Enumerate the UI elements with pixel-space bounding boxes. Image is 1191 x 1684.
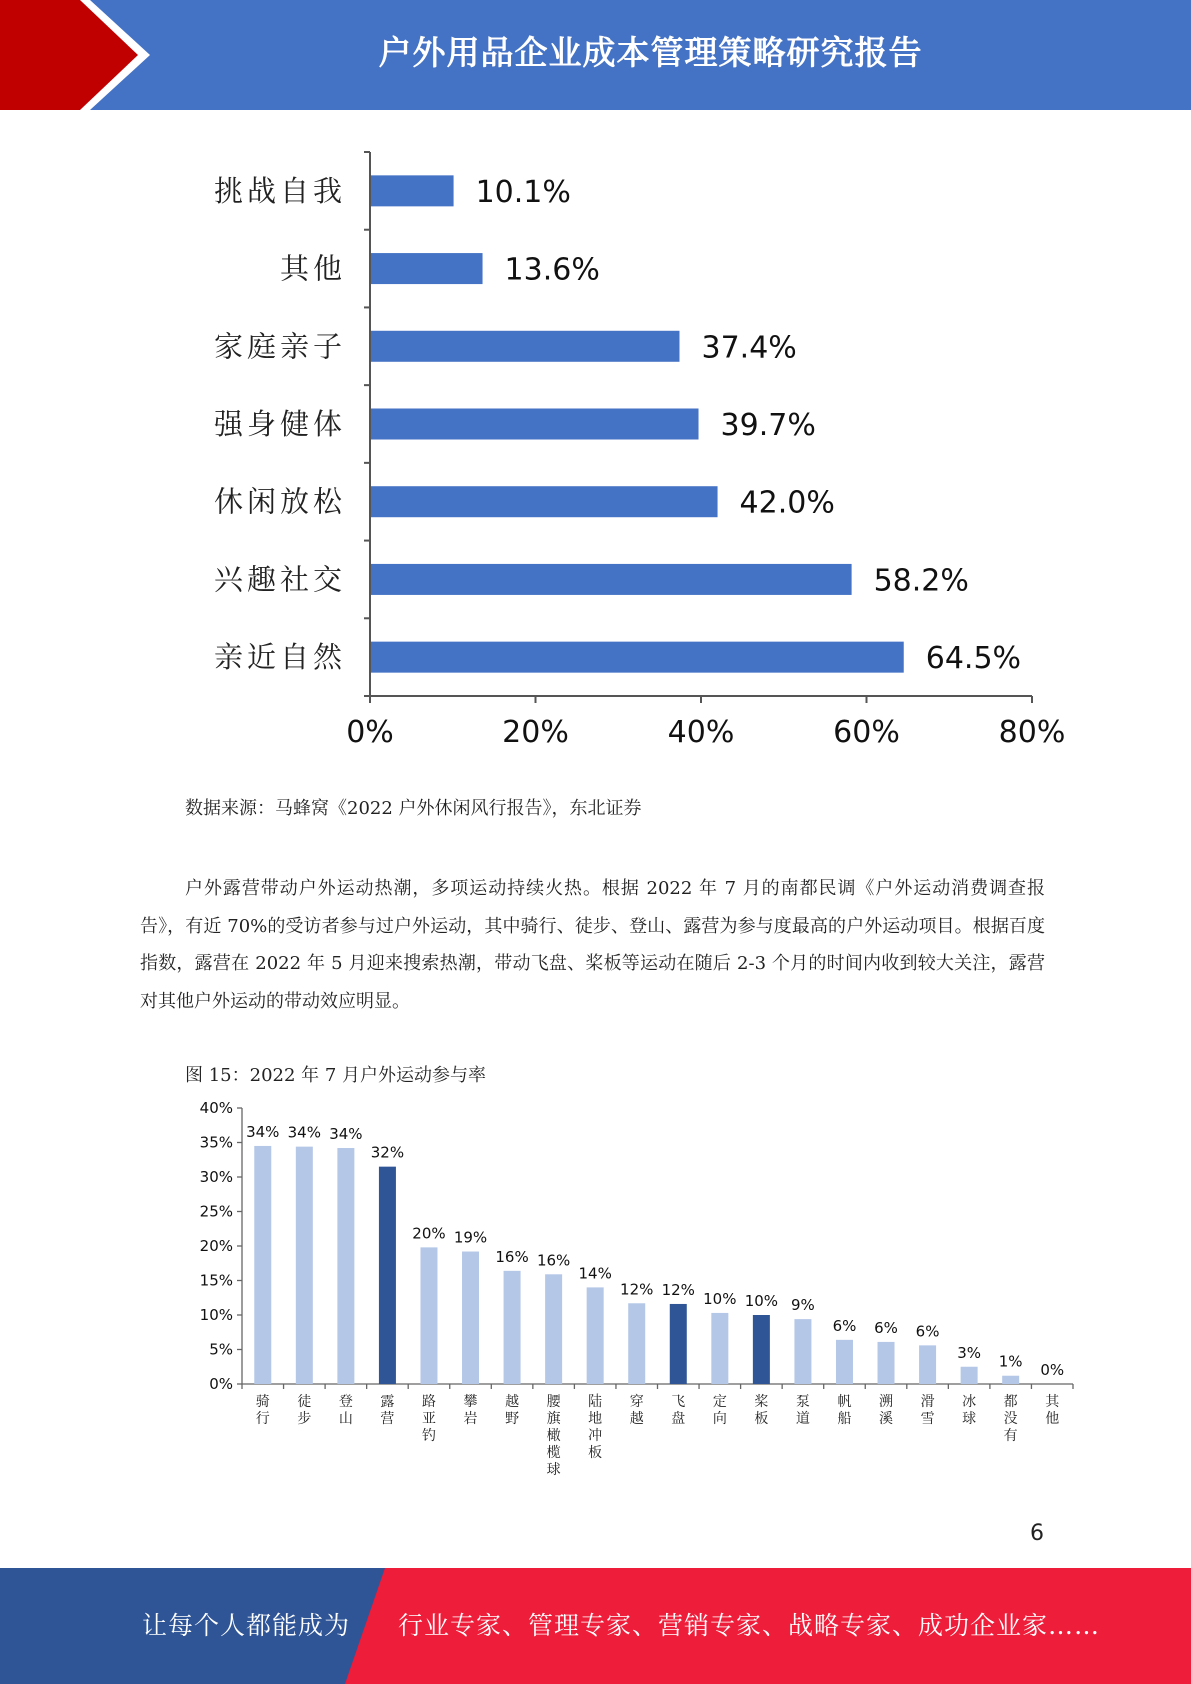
data-label: 42.0% xyxy=(739,485,835,521)
y-tick-label: 30% xyxy=(199,1168,233,1186)
y-tick-label: 5% xyxy=(209,1340,233,1359)
y-tick-label: 15% xyxy=(199,1271,233,1290)
bar-攀岩 xyxy=(462,1252,479,1384)
bar-其他 xyxy=(371,253,483,284)
category-label: 定向 xyxy=(712,1394,727,1427)
data-label: 32% xyxy=(370,1143,405,1162)
data-label: 10.1% xyxy=(475,174,571,210)
bar-兴趣社交 xyxy=(371,564,852,595)
y-tick-label: 25% xyxy=(199,1202,233,1221)
bar-冰球 xyxy=(961,1367,978,1384)
category-label: 强身健体 xyxy=(213,407,346,441)
page-number: 6 xyxy=(1030,1521,1044,1546)
bar-定向 xyxy=(711,1313,728,1384)
report-title: 户外用品企业成本管理策略研究报告 xyxy=(378,33,923,72)
y-tick-label: 40% xyxy=(199,1099,233,1117)
data-label: 12% xyxy=(661,1280,695,1299)
bar-越野 xyxy=(504,1271,521,1384)
data-label: 10% xyxy=(703,1289,737,1308)
y-tick-label: 10% xyxy=(199,1306,233,1324)
category-label: 越野 xyxy=(505,1394,520,1427)
page-footer xyxy=(0,1568,1191,1684)
body-paragraph xyxy=(140,870,1045,1020)
category-label: 亲近自然 xyxy=(213,640,346,675)
data-label: 34% xyxy=(329,1125,363,1144)
data-label: 3% xyxy=(957,1343,982,1362)
category-label: 滑雪 xyxy=(920,1394,935,1427)
bar-路亚钓 xyxy=(420,1247,437,1384)
category-label: 挑战自我 xyxy=(213,173,346,208)
bar-穿越 xyxy=(628,1303,645,1384)
figure-15-title: 图 15：2022 年 7 月户外运动参与率 xyxy=(185,1065,487,1086)
data-label: 39.7% xyxy=(720,408,816,443)
data-label: 6% xyxy=(915,1322,940,1341)
bar-骑行 xyxy=(254,1146,271,1384)
bar-登山 xyxy=(337,1148,354,1384)
x-tick-label: 80% xyxy=(998,715,1066,750)
category-label: 休闲放松 xyxy=(213,484,346,519)
data-label: 16% xyxy=(495,1247,529,1266)
y-tick-label: 20% xyxy=(199,1237,233,1255)
page-header xyxy=(0,0,1191,110)
data-label: 0% xyxy=(1040,1361,1065,1379)
category-label: 腰旗橄榄球 xyxy=(546,1394,561,1478)
category-label: 泵道 xyxy=(795,1394,810,1427)
data-label: 12% xyxy=(620,1280,654,1299)
category-label: 徒步 xyxy=(297,1394,312,1427)
category-label: 露营 xyxy=(380,1394,395,1427)
bar-亲近自然 xyxy=(371,642,904,673)
data-label: 58.2% xyxy=(873,563,969,599)
bar-桨板 xyxy=(753,1315,770,1384)
data-label: 1% xyxy=(998,1352,1023,1371)
bar-帆船 xyxy=(836,1340,853,1384)
category-label: 骑行 xyxy=(255,1394,270,1427)
category-label: 其他 xyxy=(1045,1394,1060,1427)
bar-陆地冲板 xyxy=(587,1287,604,1384)
category-label: 冰球 xyxy=(962,1394,977,1427)
category-label: 溯溪 xyxy=(879,1394,894,1427)
y-tick-label: 0% xyxy=(209,1375,233,1393)
participation-rate-chart xyxy=(180,1092,1080,1492)
data-label: 6% xyxy=(874,1318,898,1337)
category-label: 飞盘 xyxy=(671,1394,686,1427)
data-label: 10% xyxy=(744,1292,779,1310)
bar-都没有 xyxy=(1002,1376,1019,1384)
category-label: 桨板 xyxy=(754,1394,769,1427)
category-label: 路亚钓 xyxy=(421,1394,436,1444)
category-label: 陆地冲板 xyxy=(588,1394,603,1461)
data-label: 19% xyxy=(453,1228,488,1247)
data-label: 6% xyxy=(832,1316,857,1335)
data-label: 64.5% xyxy=(925,641,1022,677)
bar-家庭亲子 xyxy=(371,331,679,362)
x-tick-label: 60% xyxy=(833,715,900,750)
category-label: 登山 xyxy=(338,1394,353,1427)
category-label: 家庭亲子 xyxy=(213,329,346,364)
category-label: 兴趣社交 xyxy=(213,562,346,597)
data-label: 34% xyxy=(246,1122,280,1141)
data-label: 9% xyxy=(791,1296,815,1315)
x-tick-label: 40% xyxy=(667,715,735,750)
bar-滑雪 xyxy=(919,1345,936,1384)
bar-挑战自我 xyxy=(371,175,454,206)
header-chevron-decoration xyxy=(0,0,150,110)
x-tick-label: 0% xyxy=(346,715,394,750)
body-paragraph-text: 户外露营带动户外运动热潮，多项运动持续火热。根据 2022 年 7 月的南都民调《户外运动消费调查报告》，有近 70%的受访者参与过户外运动，其中骑行、徒步、登山、露营为参与度最高的户外运动项目。根据百度指数，露营在 2022 年 5 月迎来搜索热潮，带动飞盘、桨板等运动在随后 2-3 个月的时间内收到较大关注，露营对其他户外运动的带动效应明显。 xyxy=(140,878,1045,1012)
category-label: 其他 xyxy=(279,251,346,286)
category-label: 攀岩 xyxy=(463,1394,478,1427)
motivation-bar-chart xyxy=(190,140,1090,760)
data-label: 16% xyxy=(536,1251,571,1270)
bar-徒步 xyxy=(296,1147,313,1384)
category-label: 都没有 xyxy=(1003,1394,1018,1444)
y-tick-label: 35% xyxy=(199,1133,233,1152)
data-label: 34% xyxy=(287,1123,321,1142)
bar-露营 xyxy=(379,1167,396,1384)
x-tick-label: 20% xyxy=(502,715,569,750)
bar-休闲放松 xyxy=(371,486,718,517)
bar-腰旗橄榄球 xyxy=(545,1274,562,1384)
bar-飞盘 xyxy=(670,1304,687,1384)
bar-溯溪 xyxy=(878,1342,895,1384)
bar-强身健体 xyxy=(371,409,699,440)
data-label: 20% xyxy=(412,1224,446,1243)
data-label: 14% xyxy=(578,1264,612,1283)
category-label: 穿越 xyxy=(629,1394,644,1427)
data-label: 37.4% xyxy=(701,330,797,366)
data-label: 13.6% xyxy=(504,252,600,288)
footer-slogan-right: 行业专家、管理专家、营销专家、战略专家、成功企业家…… xyxy=(398,1611,1101,1640)
bar-泵道 xyxy=(794,1319,811,1384)
chart-source-note: 数据来源：马蜂窝《2022 户外休闲风行报告》，东北证券 xyxy=(185,798,642,819)
footer-slogan-left: 让每个人都能成为 xyxy=(142,1611,351,1640)
category-label: 帆船 xyxy=(837,1394,852,1427)
